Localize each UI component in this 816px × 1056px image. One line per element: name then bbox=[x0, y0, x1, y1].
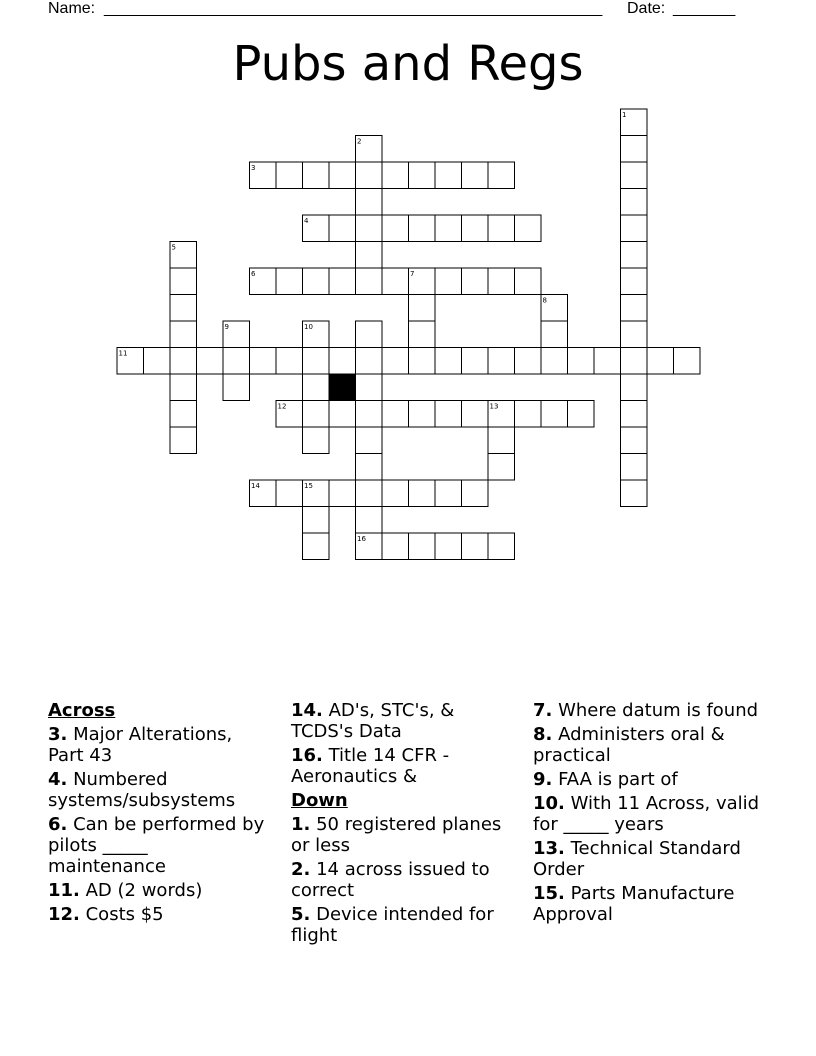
grid-cell[interactable] bbox=[170, 348, 197, 375]
grid-cell[interactable] bbox=[621, 374, 648, 401]
grid-cell[interactable] bbox=[356, 321, 383, 348]
clue-num: 1. bbox=[291, 814, 311, 835]
grid-cell[interactable] bbox=[462, 401, 489, 428]
grid-cell[interactable] bbox=[356, 242, 383, 269]
grid-cell[interactable] bbox=[621, 189, 648, 216]
grid-cell[interactable] bbox=[435, 533, 462, 560]
clue-number: 1 bbox=[622, 111, 627, 119]
clue-number: 6 bbox=[251, 270, 256, 278]
grid-cell[interactable] bbox=[435, 268, 462, 295]
grid-cell[interactable] bbox=[621, 162, 648, 189]
grid-cell[interactable] bbox=[382, 268, 409, 295]
grid-cell[interactable] bbox=[382, 162, 409, 189]
grid-cell[interactable] bbox=[356, 348, 383, 375]
clue-item bbox=[533, 724, 763, 766]
grid-cell[interactable] bbox=[621, 321, 648, 348]
grid-cell[interactable] bbox=[223, 374, 250, 401]
clue-text: AD (2 words) bbox=[79, 880, 203, 901]
grid-cell[interactable] bbox=[303, 374, 330, 401]
grid-cell[interactable] bbox=[329, 268, 356, 295]
clue-num: 10. bbox=[533, 793, 565, 814]
grid-cell[interactable] bbox=[621, 454, 648, 481]
grid-cell[interactable] bbox=[462, 533, 489, 560]
clue-number: 5 bbox=[171, 243, 176, 252]
clue-text: FAA is part of bbox=[552, 769, 678, 790]
clue-number: 4 bbox=[304, 217, 309, 225]
clue-num: 7. bbox=[533, 700, 553, 721]
grid-cell[interactable] bbox=[356, 507, 383, 534]
grid-cell[interactable] bbox=[170, 401, 197, 428]
grid-cell[interactable] bbox=[303, 162, 330, 189]
grid-cell[interactable] bbox=[409, 401, 436, 428]
grid-cell[interactable] bbox=[303, 507, 330, 534]
grid-cell[interactable] bbox=[197, 348, 224, 375]
clues-column-3 bbox=[533, 700, 763, 928]
grid-cell[interactable] bbox=[488, 533, 515, 560]
grid-cell[interactable] bbox=[435, 480, 462, 507]
grid-cell[interactable] bbox=[409, 533, 436, 560]
clue-number: 8 bbox=[542, 296, 547, 305]
grid-cell[interactable] bbox=[568, 401, 595, 428]
grid-cell[interactable] bbox=[356, 162, 383, 189]
clue-num: 8. bbox=[533, 724, 553, 745]
clue-num: 5. bbox=[291, 904, 311, 925]
clue-item bbox=[291, 859, 511, 901]
grid-cell[interactable] bbox=[356, 374, 383, 401]
clue-text: 50 registered planes or less bbox=[291, 814, 502, 856]
grid-cell[interactable] bbox=[303, 268, 330, 295]
grid-cell[interactable] bbox=[674, 348, 701, 375]
clue-number: 13 bbox=[489, 402, 499, 411]
grid-cell[interactable] bbox=[621, 401, 648, 428]
grid-cell[interactable] bbox=[409, 295, 436, 322]
clue-num: 9. bbox=[533, 769, 553, 790]
clue-item bbox=[291, 814, 511, 856]
grid-cell[interactable] bbox=[356, 215, 383, 242]
grid-cell[interactable] bbox=[488, 427, 515, 454]
clues-column-2 bbox=[291, 700, 511, 949]
clue-num: 3. bbox=[48, 724, 68, 745]
grid-cell[interactable] bbox=[488, 348, 515, 375]
clue-item bbox=[533, 700, 763, 721]
grid-cell[interactable] bbox=[541, 348, 568, 375]
grid-cell[interactable] bbox=[647, 348, 674, 375]
clue-number: 12 bbox=[277, 402, 287, 411]
grid-cell[interactable] bbox=[435, 162, 462, 189]
grid-cell[interactable] bbox=[303, 533, 330, 560]
grid-cell[interactable] bbox=[170, 295, 197, 322]
grid-cell[interactable] bbox=[462, 480, 489, 507]
clue-number: 2 bbox=[357, 137, 362, 146]
grid-cell[interactable] bbox=[488, 454, 515, 481]
clue-item bbox=[533, 793, 763, 835]
clue-text: With 11 Across, valid for _____ years bbox=[533, 793, 760, 835]
grid-cell[interactable] bbox=[515, 215, 542, 242]
grid-cell[interactable] bbox=[568, 348, 595, 375]
clue-num: 14. bbox=[291, 700, 323, 721]
clue-text: Administers oral & practical bbox=[533, 724, 725, 766]
clue-num: 2. bbox=[291, 859, 311, 880]
grid-cell[interactable] bbox=[356, 480, 383, 507]
grid-cell[interactable] bbox=[303, 427, 330, 454]
clue-item bbox=[533, 769, 763, 790]
clue-text: Major Alterations, Part 43 bbox=[48, 724, 233, 766]
grid-cell[interactable] bbox=[488, 162, 515, 189]
grid-cell[interactable] bbox=[621, 295, 648, 322]
across-heading: Across bbox=[48, 700, 116, 721]
clue-text: AD's, STC's, & TCDS's Data bbox=[291, 700, 455, 742]
grid-cell[interactable] bbox=[329, 480, 356, 507]
grid-cell[interactable] bbox=[329, 401, 356, 428]
grid-cell[interactable] bbox=[382, 480, 409, 507]
clue-number: 14 bbox=[251, 482, 260, 490]
grid-cell[interactable] bbox=[488, 215, 515, 242]
grid-cell[interactable] bbox=[356, 401, 383, 428]
clues-column-1 bbox=[48, 700, 268, 928]
grid-cell[interactable] bbox=[250, 348, 277, 375]
clue-num: 6. bbox=[48, 814, 68, 835]
clue-item bbox=[48, 880, 268, 901]
date-field[interactable]: _______ bbox=[673, 0, 736, 17]
grid-cell[interactable] bbox=[515, 348, 542, 375]
grid-cell[interactable] bbox=[144, 348, 171, 375]
black-cell bbox=[329, 374, 356, 401]
clue-number: 10 bbox=[304, 323, 313, 331]
grid-cell[interactable] bbox=[356, 427, 383, 454]
grid-cell[interactable] bbox=[621, 136, 648, 163]
grid-cell[interactable] bbox=[170, 321, 197, 348]
grid-cell[interactable] bbox=[382, 348, 409, 375]
clue-num: 16. bbox=[291, 745, 323, 766]
grid-cell[interactable] bbox=[303, 348, 330, 375]
clue-item bbox=[48, 769, 268, 811]
clue-text: Parts Manufacture Approval bbox=[533, 883, 735, 925]
grid-cell[interactable] bbox=[621, 215, 648, 242]
grid-cell[interactable] bbox=[382, 401, 409, 428]
grid-cell[interactable] bbox=[303, 401, 330, 428]
grid-cell[interactable] bbox=[621, 242, 648, 269]
grid-cell[interactable] bbox=[621, 348, 648, 375]
clue-item bbox=[291, 904, 511, 946]
clue-text: Can be performed by pilots _____ maintenance bbox=[48, 814, 265, 877]
clue-item bbox=[48, 814, 268, 877]
grid-cell[interactable] bbox=[594, 348, 621, 375]
grid-cell[interactable] bbox=[409, 215, 436, 242]
clue-item bbox=[291, 700, 511, 742]
clue-number: 7 bbox=[410, 270, 415, 278]
clue-num: 13. bbox=[533, 838, 565, 859]
clue-num: 12. bbox=[48, 904, 80, 925]
grid-cell[interactable] bbox=[329, 215, 356, 242]
grid-cell[interactable] bbox=[276, 480, 303, 507]
puzzle-title: Pubs and Regs bbox=[232, 36, 584, 92]
grid-cell[interactable] bbox=[462, 348, 489, 375]
grid-cell[interactable] bbox=[170, 268, 197, 295]
clue-text: Title 14 CFR - Aeronautics & bbox=[291, 745, 450, 787]
grid-cell[interactable] bbox=[329, 348, 356, 375]
clue-item bbox=[533, 883, 763, 925]
clue-number: 3 bbox=[251, 164, 256, 172]
grid-cell[interactable] bbox=[462, 215, 489, 242]
name-field[interactable]: ________________________________________________________ bbox=[104, 0, 603, 17]
grid-cell[interactable] bbox=[170, 427, 197, 454]
grid-cell[interactable] bbox=[382, 533, 409, 560]
clue-text: Device intended for flight bbox=[291, 904, 494, 946]
grid-cell[interactable] bbox=[356, 268, 383, 295]
grid-cell[interactable] bbox=[621, 268, 648, 295]
name-label: Name: bbox=[48, 0, 96, 17]
grid-cell[interactable] bbox=[541, 321, 568, 348]
grid-cell[interactable] bbox=[435, 401, 462, 428]
grid-cell[interactable] bbox=[515, 268, 542, 295]
clue-num: 4. bbox=[48, 769, 68, 790]
clue-number: 11 bbox=[118, 349, 128, 358]
grid-cell[interactable] bbox=[329, 162, 356, 189]
grid-cell[interactable] bbox=[621, 480, 648, 507]
grid-cell[interactable] bbox=[356, 189, 383, 216]
clue-text: Costs $5 bbox=[79, 904, 164, 925]
clue-item bbox=[48, 724, 268, 766]
grid-cell[interactable] bbox=[435, 348, 462, 375]
clue-text: 14 across issued to correct bbox=[291, 859, 490, 901]
grid-cell[interactable] bbox=[435, 215, 462, 242]
grid-cell[interactable] bbox=[409, 321, 436, 348]
clue-number: 9 bbox=[224, 323, 229, 331]
clue-number: 15 bbox=[304, 482, 313, 490]
grid-cell[interactable] bbox=[462, 162, 489, 189]
date-label: Date: bbox=[627, 0, 666, 17]
grid-cell[interactable] bbox=[409, 480, 436, 507]
down-heading: Down bbox=[291, 790, 348, 811]
grid-cell[interactable] bbox=[382, 215, 409, 242]
clue-item bbox=[48, 904, 268, 925]
grid-cell[interactable] bbox=[276, 162, 303, 189]
clue-item bbox=[291, 745, 511, 787]
clue-item bbox=[533, 838, 763, 880]
grid-cell[interactable] bbox=[356, 454, 383, 481]
grid-cell[interactable] bbox=[276, 348, 303, 375]
grid-cell[interactable] bbox=[409, 162, 436, 189]
grid-cell[interactable] bbox=[170, 374, 197, 401]
grid-cell[interactable] bbox=[621, 427, 648, 454]
grid-cell[interactable] bbox=[223, 348, 250, 375]
clue-num: 15. bbox=[533, 883, 565, 904]
clue-text: Where datum is found bbox=[552, 700, 759, 721]
grid-cell[interactable] bbox=[541, 401, 568, 428]
grid-cell[interactable] bbox=[409, 348, 436, 375]
grid-cell[interactable] bbox=[462, 268, 489, 295]
grid-cell[interactable] bbox=[488, 268, 515, 295]
clue-text: Numbered systems/subsystems bbox=[48, 769, 236, 811]
grid-cell[interactable] bbox=[276, 268, 303, 295]
clue-text: Technical Standard Order bbox=[533, 838, 741, 880]
clue-number: 16 bbox=[357, 535, 366, 543]
clue-num: 11. bbox=[48, 880, 80, 901]
grid-cell[interactable] bbox=[515, 401, 542, 428]
